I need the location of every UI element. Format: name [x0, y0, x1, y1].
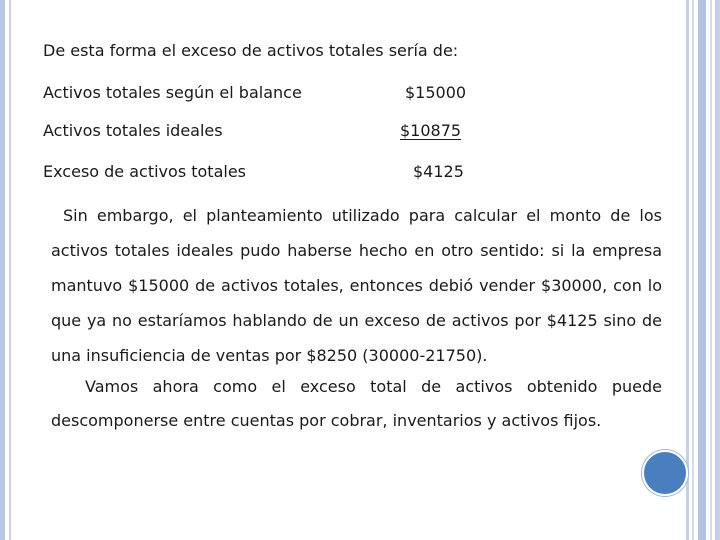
right-frame-stripe: [692, 0, 694, 540]
right-frame-border: [684, 0, 720, 540]
row-value-excess: $4125: [413, 162, 464, 181]
left-frame-line: [9, 0, 11, 540]
row-label-ideal: Activos totales ideales: [43, 121, 223, 140]
decorative-circle: [642, 450, 688, 496]
paragraph-explanation-text: Sin embargo, el planteamiento utilizado para calcular el monto de los activos totales ideales pudo haberse hecho en otro sentido: si la empresa mantuvo $15000 de activos totales, entonces debió vender $30000, con lo que ya no estaríamos hablando de un exceso de activos por $4125 sino de una insuficiencia de ventas por $8250 (30000-21750).: [51, 206, 662, 365]
paragraph-explanation: [51, 198, 662, 373]
paragraph-decomposition-text: Vamos ahora como el exceso total de activos obtenido puede descomponerse entre cuentas por cobrar, inventarios y activos fijos.: [51, 377, 662, 430]
left-frame-border: [0, 0, 5, 540]
right-frame-stripe: [698, 0, 706, 540]
right-frame-stripe: [686, 0, 689, 540]
row-value-ideal: $10875: [400, 121, 462, 140]
row-label-balance: Activos totales según el balance: [43, 83, 302, 102]
right-frame-stripe: [715, 0, 720, 540]
row-value-balance: $15000: [405, 83, 467, 102]
right-frame-stripe: [710, 0, 712, 540]
row-label-excess: Exceso de activos totales: [43, 162, 246, 181]
intro-text: De esta forma el exceso de activos totales sería de:: [43, 41, 459, 60]
paragraph-decomposition: [51, 370, 662, 438]
